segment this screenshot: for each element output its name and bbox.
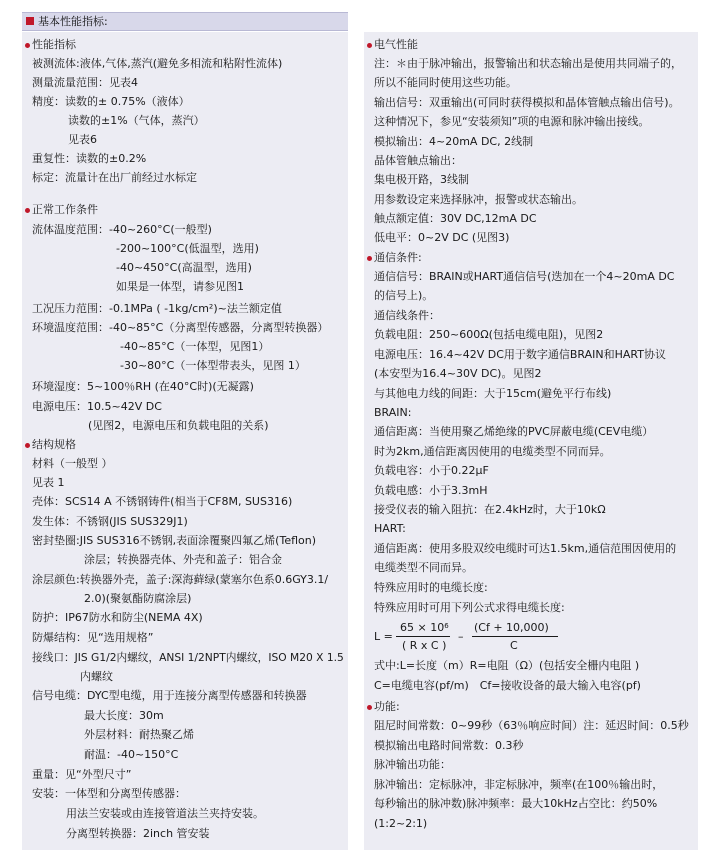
comm-line: HART: bbox=[374, 522, 406, 535]
bullet-dot-icon bbox=[367, 43, 372, 48]
struct-line: 内螺纹 bbox=[80, 670, 113, 683]
struct-line: 外层材料：耐热聚乙烯 bbox=[84, 728, 194, 741]
comm-line: 时为2km,通信距离因使用的电缆类型不同而异。 bbox=[374, 445, 611, 458]
func-line: 脉冲输出：定标脉冲，非定标脉冲，频率(在100％输出时， bbox=[374, 778, 664, 791]
formula-numerator-2: (Cf + 10,000) bbox=[474, 621, 549, 634]
normal-line: 如果是一体型，请参见图1 bbox=[116, 280, 244, 293]
normal-line: -200~100°C(低温型，选用) bbox=[116, 242, 259, 255]
comm-line: 与其他电力线的间距：大于15cm(避免平行布线) bbox=[374, 387, 612, 400]
formula-denominator-1: ( R x C ) bbox=[402, 639, 447, 652]
normal-line: 环境湿度：5~100％RH (在40°C时)(无凝露) bbox=[32, 380, 254, 393]
comm-line: 负载电容：小于0.22μF bbox=[374, 464, 489, 477]
struct-line: 涂层颜色:转换器外壳，盖子:深海藓绿(蒙塞尔色系0.6GY3.1/ bbox=[32, 573, 329, 586]
struct-line: 最大长度：30m bbox=[84, 709, 164, 722]
elec-line: 触点额定值：30V DC,12mA DC bbox=[374, 212, 537, 225]
normal-title: 正常工作条件 bbox=[32, 203, 98, 216]
normal-line: 流体温度范围：-40~260°C(一般型) bbox=[32, 223, 212, 236]
func-line: 阻尼时间常数：0~99秒（63％响应时间）注：延迟时间：0.5秒 bbox=[374, 719, 689, 732]
struct-line: 密封垫圈:JIS SUS316不锈钢,表面涂覆聚四氟乙烯(Teflon) bbox=[32, 534, 317, 547]
bullet-dot-icon bbox=[367, 256, 372, 261]
normal-line: 电源电压：10.5~42V DC bbox=[32, 400, 162, 413]
elec-line: 这种情况下，参见“安装须知”项的电源和脉冲输出接线。 bbox=[374, 115, 650, 128]
formula-legend: 式中:L=长度（m）R=电阻（Ω）(包括安全栅内电阻 ) bbox=[374, 659, 640, 672]
func-title: 功能: bbox=[374, 700, 400, 713]
normal-line: 工况压力范围：-0.1MPa ( -1kg/cm²)~法兰额定值 bbox=[32, 302, 282, 315]
struct-line: 防护：IP67防水和防尘(NEMA 4X) bbox=[32, 611, 203, 624]
struct-line: 2.0)(聚氨酯防腐涂层) bbox=[84, 592, 192, 605]
normal-line: -40~85°C（一体型，见图1） bbox=[120, 340, 270, 353]
elec-line: 晶体管触点输出： bbox=[374, 154, 462, 167]
formula-lhs: L = bbox=[374, 630, 393, 643]
struct-line: 接线口：JIS G1/2内螺纹，ANSI 1/2NPT内螺纹，ISO M20 X 1.5 bbox=[32, 651, 344, 664]
comm-title: 通信条件: bbox=[374, 251, 422, 264]
comm-line: 电源电压：16.4~42V DC用于数字通信BRAIN和HART协议 bbox=[374, 348, 666, 361]
comm-line: 通信距离：使用多股双绞电缆时可达1.5km,通信范围因使用的 bbox=[374, 542, 677, 555]
perf-line: 精度：读数的± 0.75%（液体） bbox=[32, 95, 190, 108]
bullet-dot-icon bbox=[25, 43, 30, 48]
formula-numerator-1: $65 \times 10^6$ bbox=[400, 621, 449, 634]
elec-line: 集电极开路，3线制 bbox=[374, 173, 469, 186]
struct-line: 发生体：不锈钢(JIS SUS329J1) bbox=[32, 515, 188, 528]
perf-title: 性能指标 bbox=[32, 38, 76, 51]
comm-line: 电缆类型不同而异。 bbox=[374, 561, 473, 574]
bullet-dot-icon bbox=[367, 705, 372, 710]
elec-line: 注：＊由于脉冲输出，报警输出和状态输出是使用共同端子的， bbox=[374, 57, 682, 70]
perf-line: 见表6 bbox=[68, 133, 97, 146]
section-header bbox=[22, 12, 348, 31]
struct-line: 见表 1 bbox=[32, 476, 65, 489]
comm-line: 通信距离：当使用聚乙烯绝缘的PVC屏蔽电缆(CEV电缆） bbox=[374, 425, 654, 438]
comm-line: 特殊应用时可用下列公式求得电缆长度: bbox=[374, 601, 565, 614]
struct-line: 分离型转换器：2inch 管安装 bbox=[66, 827, 210, 840]
struct-line: 材料（一般型 ） bbox=[32, 457, 113, 470]
func-line: 模拟输出电路时间常数：0.3秒 bbox=[374, 739, 524, 752]
header-square-icon bbox=[26, 17, 34, 25]
elec-title: 电气性能 bbox=[374, 38, 418, 51]
comm-line: 负载电阻：250~600Ω(包括电缆电阻)，见图2 bbox=[374, 328, 604, 341]
right-column bbox=[364, 32, 698, 850]
elec-line: 输出信号：双重输出(可同时获得模拟和晶体管触点输出信号)。 bbox=[374, 96, 680, 109]
struct-line: 防爆结构：见“选用规格” bbox=[32, 631, 154, 644]
func-line: 每秒输出的脉冲数)脉冲频率：最大10kHz占空比：约50% bbox=[374, 797, 658, 810]
struct-line: 重量：见“外型尺寸” bbox=[32, 768, 132, 781]
formula-minus: – bbox=[458, 630, 464, 643]
func-line: (1:2~2:1) bbox=[374, 817, 428, 830]
struct-title: 结构规格 bbox=[32, 438, 76, 451]
normal-line: (见图2，电源电压和负载电阻的关系) bbox=[88, 419, 269, 432]
struct-line: 耐温：-40~150°C bbox=[84, 748, 179, 761]
perf-line: 读数的±1%（气体，蒸汽） bbox=[68, 114, 205, 127]
struct-line: 壳体：SCS14 A 不锈钢铸件(相当于CF8M, SUS316) bbox=[32, 495, 293, 508]
struct-line: 用法兰安装或由连接管道法兰夹持安装。 bbox=[66, 807, 264, 820]
bullet-dot-icon bbox=[25, 208, 30, 213]
bullet-dot-icon bbox=[25, 443, 30, 448]
perf-line: 测量流量范围：见表4 bbox=[32, 76, 138, 89]
perf-line: 被测流体:液体,气体,蒸汽(避免多相流和粘附性流体) bbox=[32, 57, 283, 70]
formula-legend: C=电缆电容(pf/m) Cf=接收设备的最大输入电容(pf) bbox=[374, 679, 641, 692]
elec-line: 用参数设定来选择脉冲，报警或状态输出。 bbox=[374, 193, 583, 206]
comm-line: BRAIN: bbox=[374, 406, 412, 419]
struct-line: 信号电缆：DYC型电缆，用于连接分离型传感器和转换器 bbox=[32, 689, 307, 702]
comm-line: 负载电感：小于3.3mH bbox=[374, 484, 488, 497]
elec-line: 所以不能同时使用这些功能。 bbox=[374, 76, 517, 89]
left-column bbox=[22, 32, 348, 850]
elec-line: 低电平：0~2V DC (见图3) bbox=[374, 231, 510, 244]
func-line: 脉冲输出功能： bbox=[374, 758, 451, 771]
comm-line: 接受仪表的输入阻抗：在2.4kHz时，大于10kΩ bbox=[374, 503, 606, 516]
normal-line: -40~450°C(高温型，选用) bbox=[116, 261, 252, 274]
formula-denominator-2: C bbox=[510, 639, 518, 652]
section-title: 基本性能指标: bbox=[38, 15, 108, 28]
perf-line: 标定：流量计在出厂前经过水标定 bbox=[32, 171, 197, 184]
fraction-bar bbox=[396, 636, 450, 637]
struct-line: 安装：一体型和分离型传感器： bbox=[32, 787, 186, 800]
comm-line: 通信信号：BRAIN或HART通信信号(迭加在一个4~20mA DC bbox=[374, 270, 675, 283]
elec-line: 模拟输出：4~20mA DC, 2线制 bbox=[374, 135, 534, 148]
comm-line: (本安型为16.4~30V DC)。见图2 bbox=[374, 367, 542, 380]
comm-line: 通信线条件： bbox=[374, 309, 440, 322]
normal-line: -30~80°C（一体型带表头，见图 1） bbox=[120, 359, 306, 372]
struct-line: 涂层；转换器壳体、外壳和盖子：铝合金 bbox=[84, 553, 282, 566]
comm-line: 的信号上)。 bbox=[374, 289, 434, 302]
normal-line: 环境温度范围：-40~85°C（分离型传感器，分离型转换器） bbox=[32, 321, 329, 334]
fraction-bar bbox=[472, 636, 558, 637]
comm-line: 特殊应用时的电缆长度: bbox=[374, 581, 488, 594]
perf-line: 重复性：读数的±0.2% bbox=[32, 152, 147, 165]
